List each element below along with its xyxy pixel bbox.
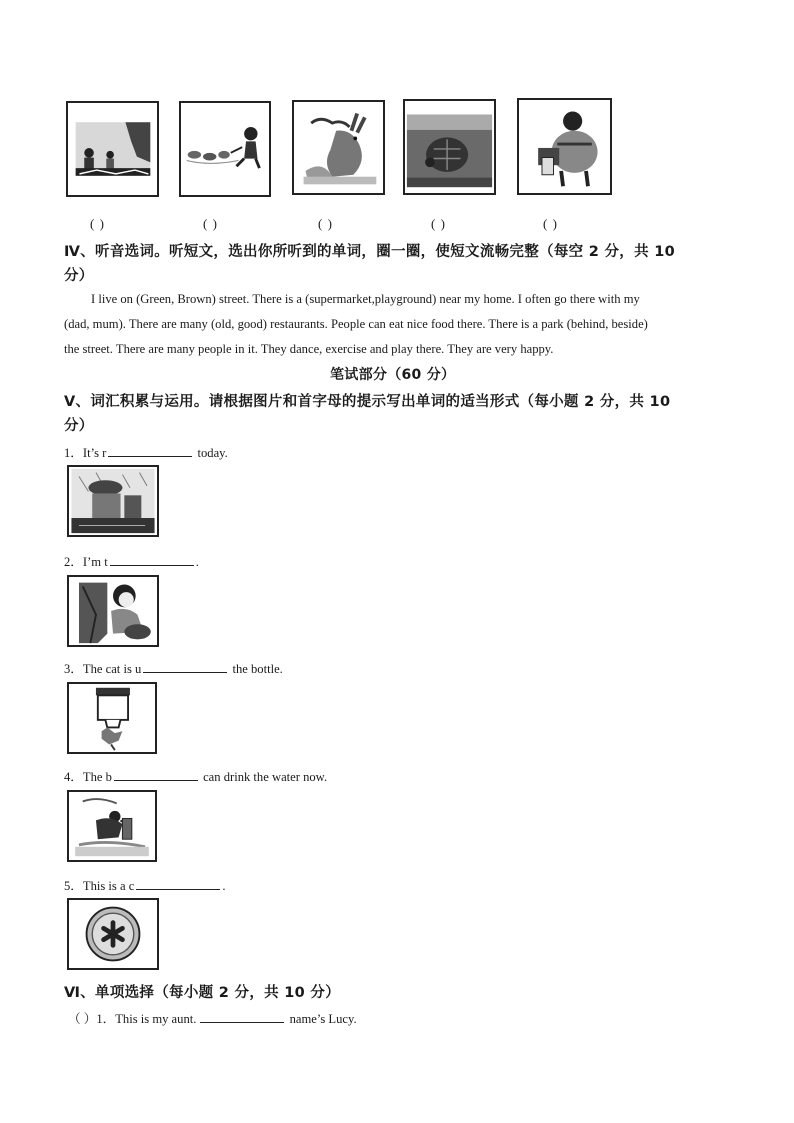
bird-drinking-icon	[69, 792, 155, 860]
section5-heading-line2: 分）	[64, 418, 94, 434]
picture-4	[403, 99, 496, 195]
section4-heading-line1: Ⅳ、听音选词。听短文，选出你所听到的单词，圈一圈，使短文流畅完整（每空 2 分，共 10	[64, 244, 676, 260]
mc-answer-paren[interactable]: （ ）1．	[68, 1012, 116, 1026]
vocab-item-3	[64, 658, 283, 677]
item-prefix: The cat is u	[82, 662, 142, 676]
item-suffix: today.	[197, 446, 228, 460]
answer-blank-1[interactable]	[108, 445, 192, 457]
mc-question-suffix: name’s Lucy.	[289, 1012, 357, 1026]
tired-girl-icon	[69, 577, 157, 645]
section4-paragraph-line3: the street. There are many people in it. They dance, exercise and play there. They are very happy.	[64, 342, 554, 356]
rainy-street-icon	[69, 467, 157, 535]
picture-2	[179, 101, 271, 197]
written-part-title: 笔试部分（60 分）	[330, 367, 456, 383]
item-suffix: the bottle.	[232, 662, 283, 676]
vocab-item-1	[64, 442, 228, 461]
vocab-item-5	[64, 875, 225, 894]
item-prefix: This is a c	[82, 879, 135, 893]
rabbit-jumping-icon	[294, 102, 383, 193]
mc-blank-1[interactable]	[200, 1011, 284, 1023]
vocab-item-2	[64, 551, 199, 570]
answer-blank-3[interactable]	[143, 661, 227, 673]
picture-1	[66, 101, 159, 197]
item-suffix: .	[222, 879, 226, 893]
item2-picture	[67, 575, 159, 647]
vocab-item-4	[64, 766, 327, 785]
item-suffix: .	[195, 555, 199, 569]
answer-paren-4[interactable]: ( )	[431, 216, 446, 231]
picture-3	[292, 100, 385, 195]
answer-paren-5[interactable]: ( )	[543, 216, 558, 231]
mc-question-1	[68, 1008, 357, 1027]
item-number: 5．	[64, 879, 83, 893]
tortoise-crawling-icon	[405, 101, 494, 193]
item-number: 3．	[64, 662, 83, 676]
section4-heading-line2: 分）	[64, 268, 94, 284]
section4-paragraph-line2: (dad, mum). There are many (old, good) restaurants. People can eat nice food there. There is a park (behind, beside)	[64, 317, 648, 331]
item3-picture	[67, 682, 157, 754]
item4-picture	[67, 790, 157, 862]
item1-picture	[67, 465, 159, 537]
section6-heading: Ⅵ、单项选择（每小题 2 分，共 10 分）	[64, 985, 340, 1001]
item5-picture	[67, 898, 159, 970]
mc-question-stem: This is my aunt.	[115, 1012, 197, 1026]
cat-under-bottle-icon	[69, 684, 155, 752]
item-prefix: It’s r	[82, 446, 107, 460]
answer-blank-5[interactable]	[136, 878, 220, 890]
children-playing-scene-icon	[68, 103, 157, 195]
item-prefix: The b	[82, 770, 112, 784]
item-prefix: I’m t	[82, 555, 108, 569]
picture-5	[517, 98, 612, 195]
section4-paragraph-line1: I live on (Green, Brown) street. There is a (supermarket,playground) near my home. I often go there with my	[91, 292, 640, 306]
coin-icon	[69, 900, 157, 968]
man-with-sign-icon	[519, 100, 610, 193]
answer-paren-2[interactable]: ( )	[203, 216, 218, 231]
answer-blank-2[interactable]	[110, 554, 194, 566]
item-number: 4．	[64, 770, 83, 784]
section5-heading-line1: Ⅴ、词汇积累与运用。请根据图片和首字母的提示写出单词的适当形式（每小题 2 分，共 10	[64, 394, 671, 410]
item-number: 1．	[64, 446, 83, 460]
answer-paren-1[interactable]: ( )	[90, 216, 105, 231]
answer-paren-3[interactable]: ( )	[318, 216, 333, 231]
boy-with-ducks-icon	[181, 103, 269, 195]
item-suffix: can drink the water now.	[203, 770, 328, 784]
answer-blank-4[interactable]	[114, 769, 198, 781]
item-number: 2．	[64, 555, 83, 569]
